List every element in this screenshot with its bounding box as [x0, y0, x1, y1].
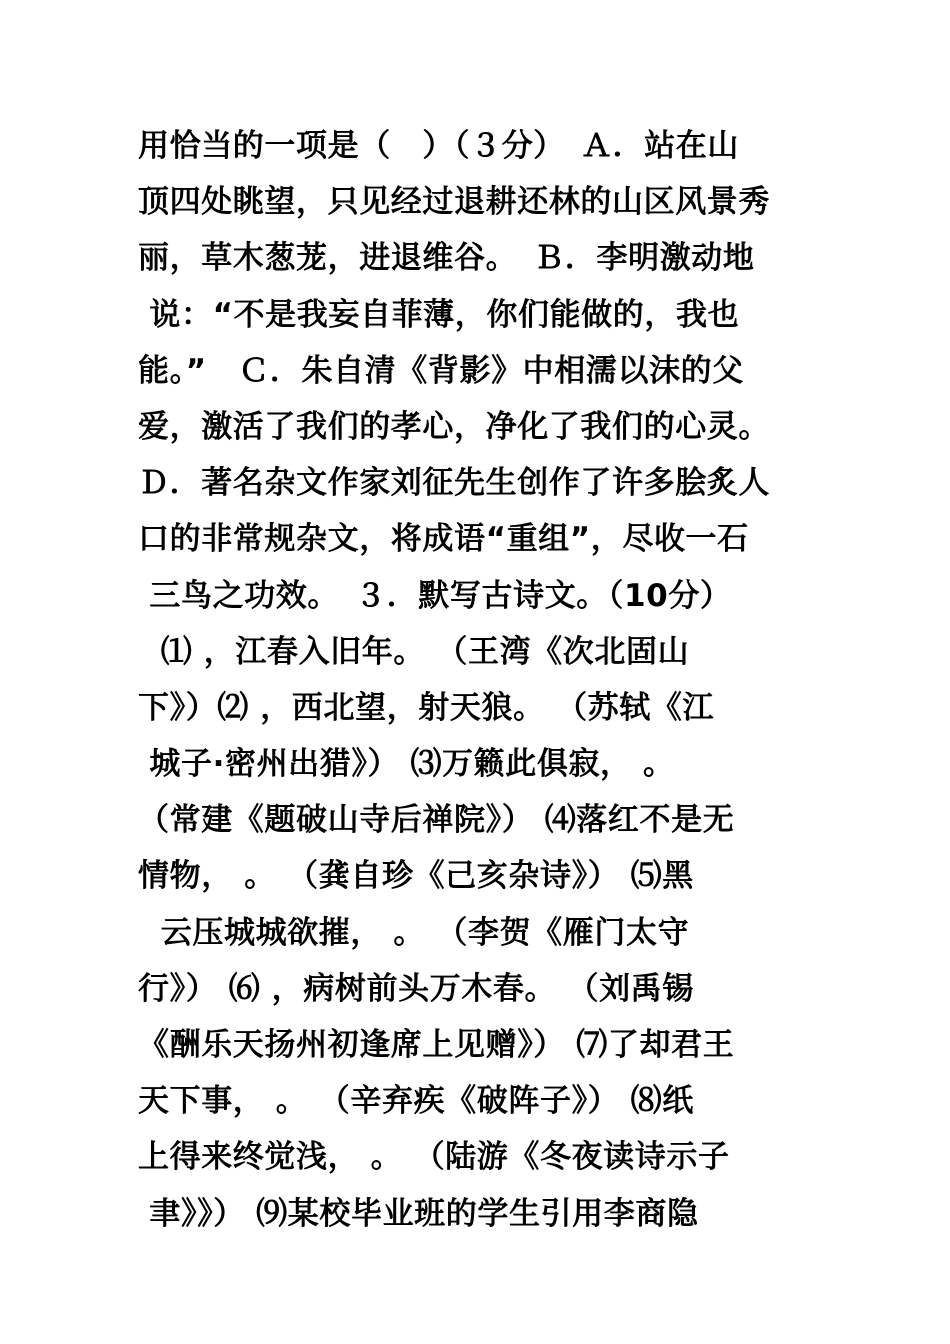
text-line: 说：“不是我妄自菲薄，你们能做的，我也: [138, 296, 740, 333]
text-line: 城子·密州出猎》） ⑶万籁此俱寂， 。: [138, 746, 675, 783]
text-line: 用恰当的一项是（ ）（３分） Ａ．站在山: [138, 128, 739, 164]
text-line: 三鸟之功效。 ３．默写古诗文。（10分）: [138, 577, 732, 614]
text-line: 丽，草木葱茏，进退维谷。 Ｂ．李明激动地: [138, 240, 755, 277]
text-line: 顶四处眺望，只见经过退耕还林的山区风景秀: [138, 184, 770, 221]
text-line: 上得来终觉浅， 。 （陆游《冬夜读诗示子: [138, 1139, 730, 1176]
text-line: 聿》》） ⑼某校毕业班的学生引用李商隐: [138, 1195, 699, 1232]
text-line: 口的非常规杂文，将成语“重组”，尽收一石: [138, 521, 749, 558]
text-line: 《酬乐天扬州初逢席上见赠》） ⑺了却君王: [138, 1027, 735, 1063]
text-line: 情物， 。 （龚自珍《己亥杂诗》） ⑸黑: [138, 858, 694, 895]
text-line: 云压城城欲摧， 。 （李贺《雁门太守: [138, 914, 690, 951]
text-line: 下》）⑵ ，西北望，射天狼。 （苏轼《江: [138, 689, 715, 726]
text-line: Ｄ．著名杂文作家刘征先生创作了许多脍炙人: [138, 465, 770, 502]
text-line: 天下事， 。 （辛弃疾《破阵子》） ⑻纸: [138, 1083, 694, 1120]
text-line: （常建《题破山寺后禅院》） ⑷落红不是无: [138, 802, 735, 839]
text-line: ⑴ ，江春入旧年。 （王湾《次北固山: [138, 633, 690, 670]
document-body: [138, 118, 818, 1242]
text-line: 能。” Ｃ．朱自清《背影》中相濡以沫的父: [138, 352, 744, 389]
text-line: 行》） ⑹ ，病树前头万木春。 （刘禹锡: [138, 970, 694, 1007]
text-line: 爱，激活了我们的孝心，净化了我们的心灵。: [138, 408, 770, 445]
